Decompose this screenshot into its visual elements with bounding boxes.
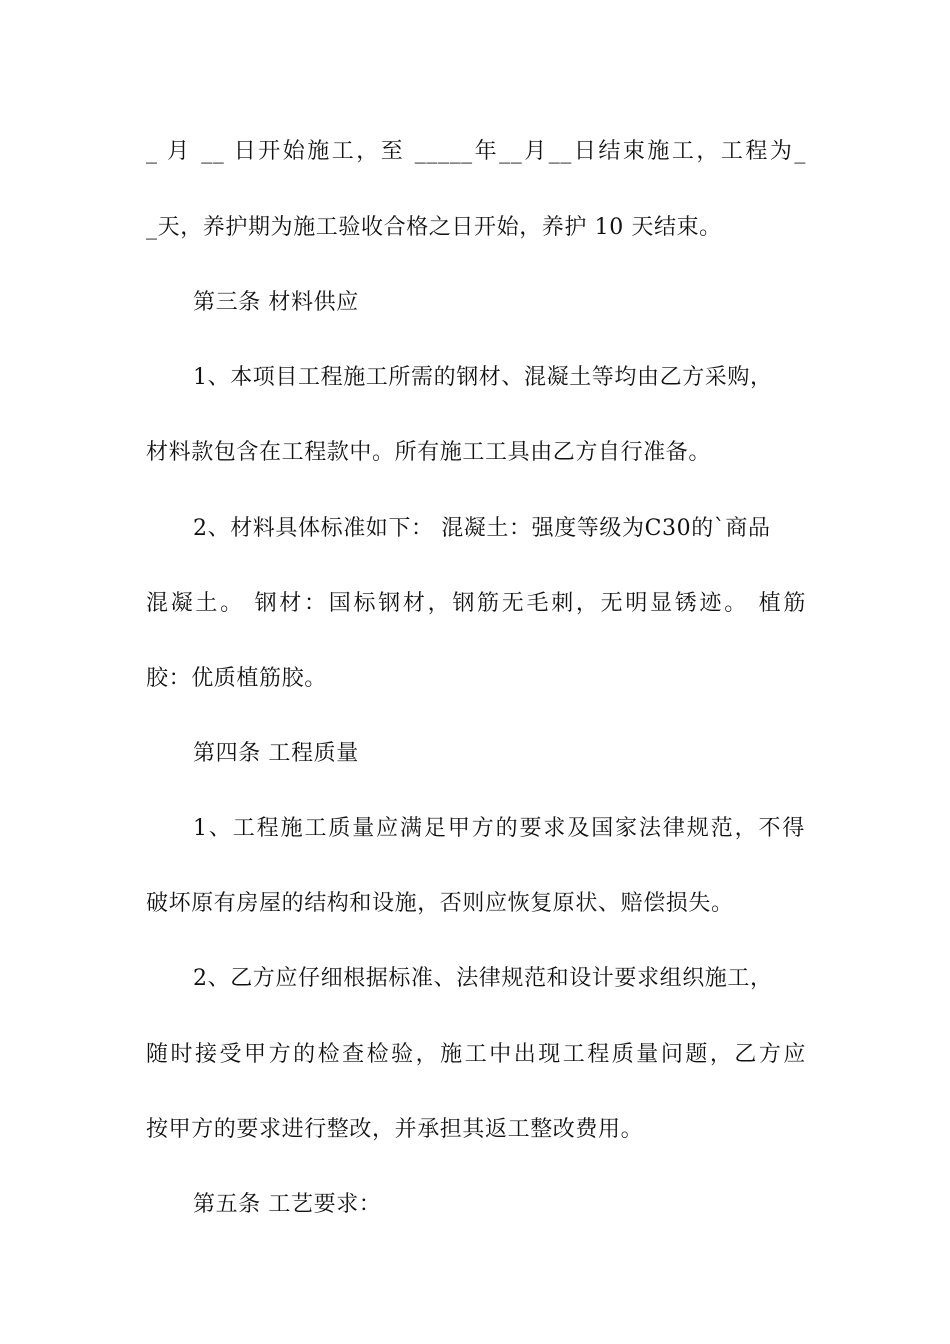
paragraph-line-construction-dates: _ 月 __ 日开始施工，至 _____年__月__日结束施工，工程为_ (146, 139, 806, 164)
section-heading-article-5: 第五条 工艺要求： (193, 1192, 382, 1217)
paragraph-line-materials-1a: 1、本项目工程施工所需的钢材、混凝土等均由乙方采购， (193, 365, 773, 390)
paragraph-line-materials-2b: 混凝土。 钢材：国标钢材，钢筋无毛刺，无明显锈迹。 植筋 (146, 591, 806, 616)
paragraph-line-quality-1b: 破坏原有房屋的结构和设施，否则应恢复原状、赔偿损失。 (146, 891, 734, 916)
section-heading-article-3: 第三条 材料供应 (193, 290, 359, 315)
paragraph-line-quality-2c: 按甲方的要求进行整改，并承担其返工整改费用。 (146, 1117, 644, 1142)
paragraph-line-quality-1a: 1、工程施工质量应满足甲方的要求及国家法律规范，不得 (193, 816, 805, 841)
paragraph-line-materials-2c: 胶：优质植筋胶。 (146, 666, 327, 691)
paragraph-line-materials-1b: 材料款包含在工程款中。所有施工工具由乙方自行准备。 (146, 440, 712, 465)
paragraph-line-quality-2b: 随时接受甲方的检查检验，施工中出现工程质量问题，乙方应 (146, 1042, 806, 1067)
paragraph-line-maintenance-period: _天，养护期为施工验收合格之日开始，养护 10 天结束。 (146, 215, 722, 240)
paragraph-line-materials-2a: 2、材料具体标准如下： 混凝土：强度等级为C30的`商品 (193, 516, 771, 541)
section-heading-article-4: 第四条 工程质量 (193, 741, 359, 766)
paragraph-line-quality-2a: 2、乙方应仔细根据标准、法律规范和设计要求组织施工， (193, 966, 773, 991)
